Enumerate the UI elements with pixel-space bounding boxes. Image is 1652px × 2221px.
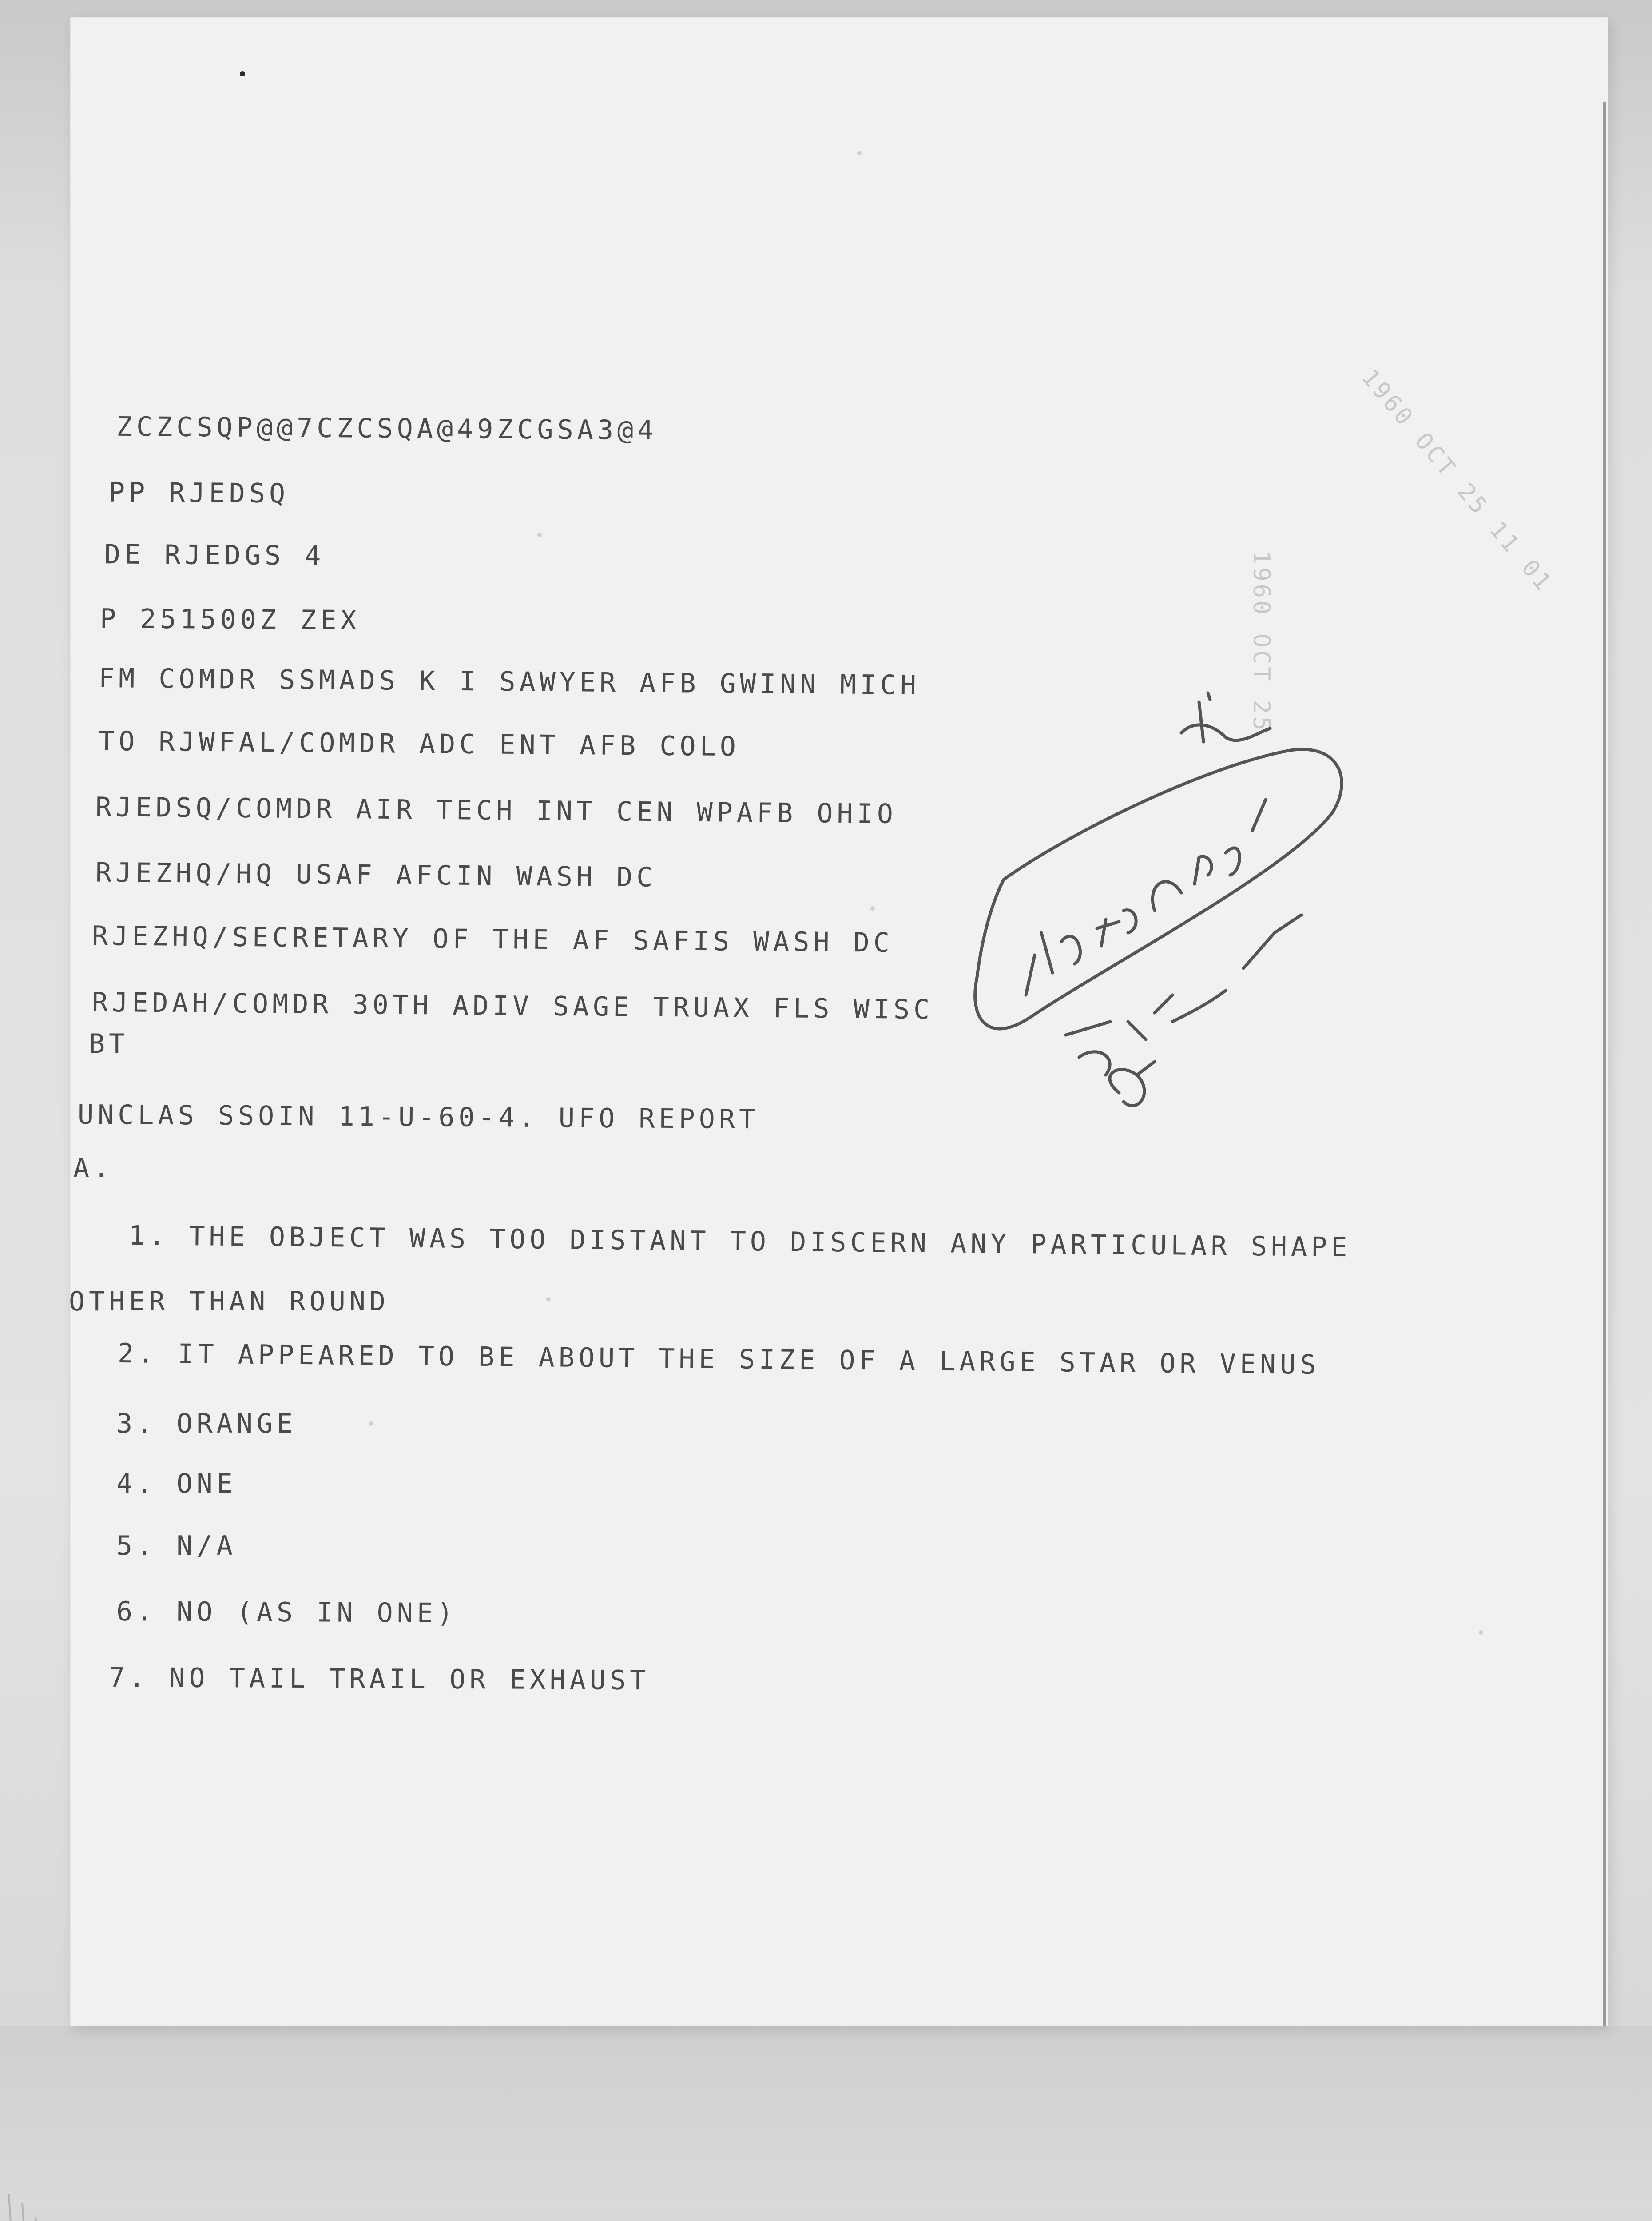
- addressee-line: RJEDSQ/COMDR AIR TECH INT CEN WPAFB OHIO: [95, 792, 897, 830]
- section-label: A.: [73, 1153, 114, 1184]
- report-item: 2. IT APPEARED TO BE ABOUT THE SIZE OF A LARGE STAR OR VENUS: [117, 1338, 1320, 1381]
- break-line: BT: [89, 1028, 129, 1059]
- report-item: 6. NO (AS IN ONE): [116, 1596, 457, 1629]
- addressee-line: RJEZHQ/HQ USAF AFCIN WASH DC: [95, 857, 657, 893]
- report-item: 5. N/A: [116, 1530, 237, 1561]
- report-item: 3. ORANGE: [116, 1408, 297, 1439]
- dtg-line: P 251500Z ZEX: [99, 603, 361, 637]
- report-item: 7. NO TAIL TRAIL OR EXHAUST: [108, 1662, 650, 1696]
- addressee-line: RJEDAH/COMDR 30TH ADIV SAGE TRUAX FLS WISC: [91, 987, 934, 1026]
- film-scratch: [0, 2177, 115, 2221]
- precedence-line: PP RJEDSQ: [108, 477, 290, 509]
- to-line: TO RJWFAL/COMDR ADC ENT AFB COLO: [98, 725, 740, 763]
- report-item: OTHER THAN ROUND: [69, 1286, 389, 1317]
- subject-line: UNCLAS SSOIN 11-U-60-4. UFO REPORT: [77, 1099, 759, 1135]
- routing-line: ZCZCSQP@@7CZCSQA@49ZCGSA3@4: [116, 411, 658, 446]
- received-stamp: 1960 OCT 25 11 01: [1356, 364, 1558, 597]
- from-line: FM COMDR SSMADS K I SAWYER AFB GWINN MICH: [98, 662, 921, 701]
- addressee-line: RJEZHQ/SECRETARY OF THE AF SAFIS WASH DC: [91, 920, 894, 959]
- station-line: DE RJEDGS 4: [104, 539, 325, 572]
- received-stamp: 1960 OCT 25: [1248, 551, 1275, 733]
- report-item: 4. ONE: [116, 1468, 237, 1499]
- report-item: 1. THE OBJECT WAS TOO DISTANT TO DISCERN ANY PARTICULAR SHAPE: [128, 1220, 1351, 1263]
